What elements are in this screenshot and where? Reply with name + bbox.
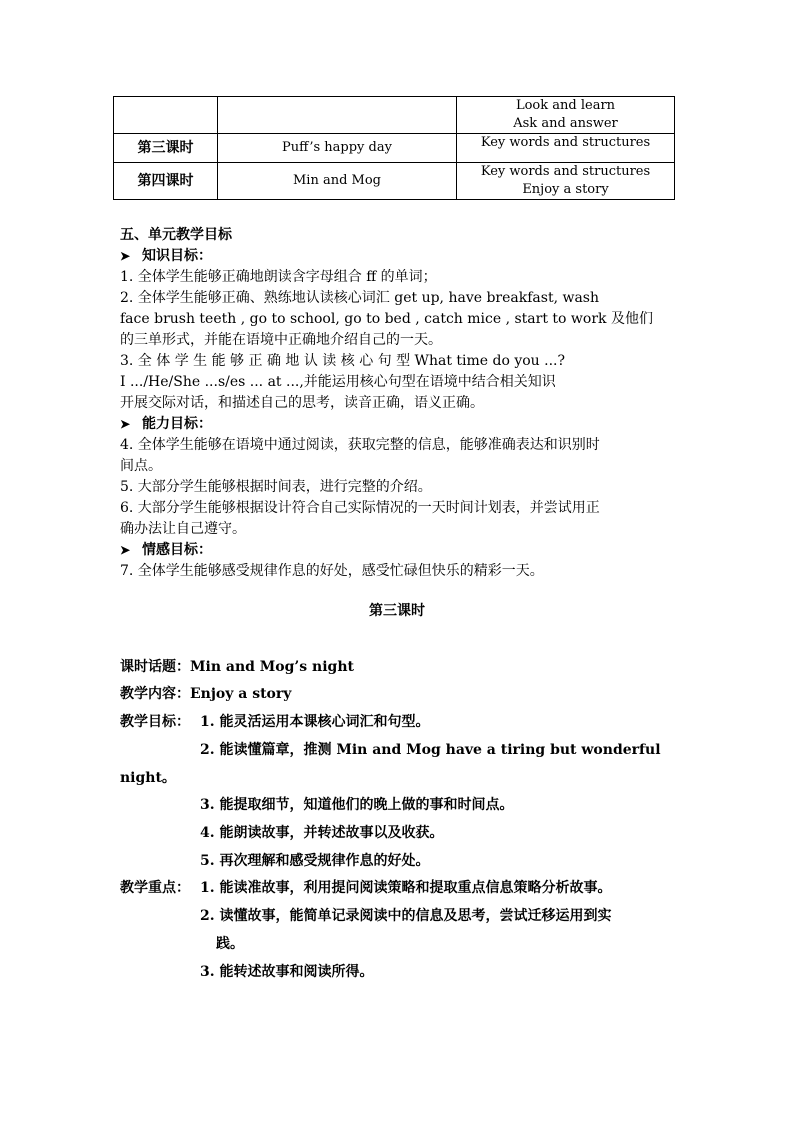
emotion-label: 情感目标： [142, 542, 212, 558]
lesson-plan-table [113, 96, 675, 200]
topic-value: Min and Mog’s night [190, 659, 354, 675]
arrowhead-bullet-icon: ➤ [120, 417, 131, 431]
content-cell [457, 134, 675, 163]
content-cell [457, 97, 675, 134]
table-row [114, 163, 675, 200]
key-line: 3. 能转述故事和阅读所得。 [200, 964, 374, 980]
key-line: 践。 [216, 936, 244, 952]
lesson-title: 第三课时 [369, 603, 425, 619]
lesson-cell: 第四课时 [114, 163, 218, 200]
objective-line: 确办法让自己遵守。 [120, 521, 246, 537]
topic-cell: Min and Mog [218, 163, 457, 200]
objective-line: 7. 全体学生能够感受规律作息的好处，感受忙碌但快乐的精彩一天。 [120, 563, 544, 579]
objective-line: 2. 全体学生能够正确、熟练地认读核心词汇 get up, have breakfast, wash [120, 290, 600, 306]
goal-line: 4. 能朗读故事，并转述故事以及收获。 [200, 825, 444, 841]
goals-label: 教学目标： [120, 714, 190, 730]
objective-line: 1. 全体学生能够正确地朗读含字母组合 ff 的单词； [120, 269, 437, 285]
goal-line: 5. 再次理解和感受规律作息的好处。 [200, 853, 430, 869]
objective-line: face brush teeth , go to school, go to bed , catch mice , start to work 及他们 [120, 311, 653, 327]
ability-label: 能力目标： [142, 416, 212, 432]
content-line: Key words and structures [480, 164, 651, 179]
objective-line: 的三单形式，并能在语境中正确地介绍自己的一天。 [120, 332, 442, 348]
lesson-cell [114, 97, 218, 134]
table-row [114, 97, 675, 134]
content-label: 教学内容： [120, 686, 190, 702]
content-value: Enjoy a story [190, 686, 292, 702]
key-line: 2. 读懂故事，能简单记录阅读中的信息及思考，尝试迁移运用到实 [200, 908, 612, 924]
objective-line: 3. 全 体 学 生 能 够 正 确 地 认 读 核 心 句 型 What time do you ...? [120, 353, 566, 369]
arrowhead-bullet-icon: ➤ [120, 543, 131, 557]
content-line: Ask and answer [513, 116, 618, 131]
content-cell [457, 163, 675, 200]
knowledge-heading [120, 245, 212, 265]
content-line: Key words and structures [480, 135, 651, 150]
content-row [120, 683, 291, 703]
content-line: Look and learn [515, 98, 616, 113]
topic-cell: Puff’s happy day [218, 134, 457, 163]
emotion-heading [120, 539, 212, 559]
goal-line: 3. 能提取细节，知道他们的晚上做的事和时间点。 [200, 797, 514, 813]
lesson-cell: 第三课时 [114, 134, 218, 163]
goal-line: 1. 能灵活运用本课核心词汇和句型。 [200, 714, 430, 730]
topic-cell [218, 97, 457, 134]
topic-row [120, 656, 354, 676]
objective-line: I .../He/She ...s/es ... at ...,并能运用核心句型在语境中结合相关知识 [120, 374, 556, 390]
ability-heading [120, 413, 212, 433]
goal-line: night。 [120, 770, 176, 786]
key-label: 教学重点： [120, 880, 190, 896]
objectives-heading: 五、单元教学目标 [120, 227, 232, 243]
topic-label: 课时话题： [120, 659, 190, 675]
objective-line: 间点。 [120, 458, 162, 474]
content-line: Enjoy a story [522, 182, 609, 197]
arrowhead-bullet-icon: ➤ [120, 249, 131, 263]
objective-line: 6. 大部分学生能够根据设计符合自己实际情况的一天时间计划表，并尝试用正 [120, 500, 600, 516]
objective-line: 开展交际对话，和描述自己的思考，读音正确，语义正确。 [120, 395, 484, 411]
key-line: 1. 能读准故事，利用提问阅读策略和提取重点信息策略分析故事。 [200, 880, 612, 896]
goal-line: 2. 能读懂篇章，推测 Min and Mog have a tiring but wonderful [200, 742, 661, 758]
objective-line: 5. 大部分学生能够根据时间表，进行完整的介绍。 [120, 479, 432, 495]
table-row [114, 134, 675, 163]
objective-line: 4. 全体学生能够在语境中通过阅读，获取完整的信息，能够准确表达和识别时 [120, 437, 600, 453]
knowledge-label: 知识目标： [142, 248, 212, 264]
